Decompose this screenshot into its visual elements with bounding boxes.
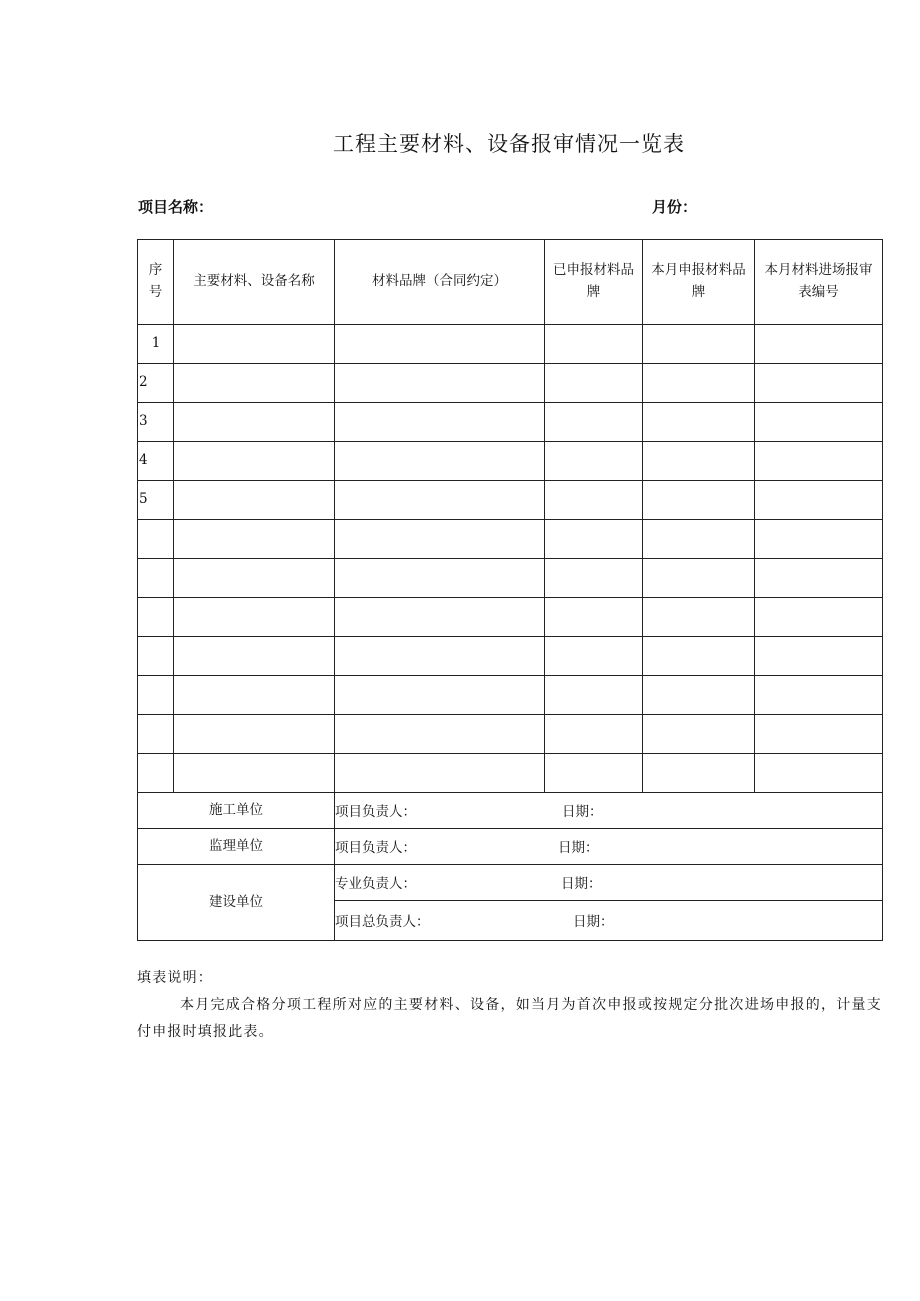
construction-signoff-cell[interactable] [335,793,883,829]
header-month-brand: 本月申报材料品 牌 [643,240,755,325]
row-number [138,598,174,637]
declared-brand-cell[interactable] [545,754,643,793]
materials-table [137,239,883,941]
month-brand-cell[interactable] [643,403,755,442]
header-contract-brand: 材料品牌（合同约定） [335,240,545,325]
supervision-person-label: 项目负责人： [335,840,416,856]
table-row [138,754,883,793]
table-row [138,715,883,754]
table-row [138,481,883,520]
contract-brand-cell[interactable] [335,520,545,559]
declared-brand-cell[interactable] [545,715,643,754]
row-number: 5 [138,481,174,520]
row-number [138,715,174,754]
owner-chief-date-label: 日期： [573,914,614,930]
owner-specialist-date-label: 日期： [561,876,602,892]
entry-form-no-cell[interactable] [755,442,883,481]
row-number: 2 [138,364,174,403]
declared-brand-cell[interactable] [545,364,643,403]
construction-unit-label: 施工单位 [138,793,335,829]
table-row [138,676,883,715]
declared-brand-cell[interactable] [545,442,643,481]
entry-form-no-cell[interactable] [755,715,883,754]
row-number [138,637,174,676]
entry-form-no-cell[interactable] [755,637,883,676]
signoff-supervision-row [138,829,883,865]
fill-instructions [137,965,882,1046]
month-brand-cell[interactable] [643,637,755,676]
table-row [138,637,883,676]
month-brand-cell[interactable] [643,598,755,637]
row-number: 4 [138,442,174,481]
supervision-signoff-cell[interactable] [335,829,883,865]
table-row [138,442,883,481]
table-row [138,403,883,442]
table-row [138,520,883,559]
contract-brand-cell[interactable] [335,403,545,442]
month-brand-cell[interactable] [643,442,755,481]
material-name-cell[interactable] [174,637,335,676]
entry-form-no-cell[interactable] [755,325,883,364]
month-brand-cell[interactable] [643,715,755,754]
material-name-cell[interactable] [174,676,335,715]
owner-specialist-signoff-cell[interactable] [335,865,883,901]
header-row [138,240,883,325]
declared-brand-cell[interactable] [545,676,643,715]
signoff-owner-row-1 [138,865,883,901]
owner-chief-person-label: 项目总负责人： [335,914,430,930]
month-brand-cell[interactable] [643,754,755,793]
declared-brand-cell[interactable] [545,403,643,442]
contract-brand-cell[interactable] [335,325,545,364]
table-row [138,559,883,598]
construction-person-label: 项目负责人： [335,804,416,820]
row-number [138,520,174,559]
table-row [138,598,883,637]
table-row [138,325,883,364]
entry-form-no-cell[interactable] [755,364,883,403]
month-brand-cell[interactable] [643,676,755,715]
declared-brand-cell[interactable] [545,481,643,520]
row-number [138,559,174,598]
declared-brand-cell[interactable] [545,325,643,364]
header-material-name: 主要材料、设备名称 [174,240,335,325]
row-number [138,676,174,715]
project-name-label: 项目名称： [138,198,214,216]
material-name-cell[interactable] [174,559,335,598]
entry-form-no-cell[interactable] [755,403,883,442]
supervision-unit-label: 监理单位 [138,829,335,865]
contract-brand-cell[interactable] [335,637,545,676]
month-brand-cell[interactable] [643,364,755,403]
declared-brand-cell[interactable] [545,637,643,676]
declared-brand-cell[interactable] [545,559,643,598]
material-name-cell[interactable] [174,520,335,559]
owner-specialist-person-label: 专业负责人： [335,876,416,892]
contract-brand-cell[interactable] [335,676,545,715]
contract-brand-cell[interactable] [335,715,545,754]
owner-chief-signoff-cell[interactable] [335,901,883,941]
supervision-date-label: 日期： [558,840,599,856]
material-name-cell[interactable] [174,715,335,754]
header-entry-form-no: 本月材料进场报审 表编号 [755,240,883,325]
material-name-cell[interactable] [174,403,335,442]
entry-form-no-cell[interactable] [755,481,883,520]
declared-brand-cell[interactable] [545,520,643,559]
month-brand-cell[interactable] [643,325,755,364]
instructions-heading: 填表说明： [137,970,213,986]
material-name-cell[interactable] [174,325,335,364]
month-brand-cell[interactable] [643,481,755,520]
construction-date-label: 日期： [562,804,603,820]
contract-brand-cell[interactable] [335,364,545,403]
header-seq: 序 号 [138,240,174,325]
entry-form-no-cell[interactable] [755,559,883,598]
material-name-cell[interactable] [174,754,335,793]
header-declared-brand: 已申报材料品 牌 [545,240,643,325]
entry-form-no-cell[interactable] [755,520,883,559]
material-name-cell[interactable] [174,364,335,403]
month-label: 月份： [652,198,698,216]
contract-brand-cell[interactable] [335,559,545,598]
material-name-cell[interactable] [174,481,335,520]
signoff-construction-row [138,793,883,829]
contract-brand-cell[interactable] [335,442,545,481]
data-rows [138,325,883,793]
row-number [138,754,174,793]
row-number: 1 [138,325,174,364]
table-row [138,364,883,403]
entry-form-no-cell[interactable] [755,676,883,715]
instructions-body: 本月完成合格分项工程所对应的主要材料、设备，如当月为首次申报或按规定分批次进场申报的，计量支付申报时填报此表。 [137,997,882,1040]
owner-unit-label: 建设单位 [138,865,335,941]
declared-brand-cell[interactable] [545,598,643,637]
month-brand-cell[interactable] [643,520,755,559]
material-name-cell[interactable] [174,442,335,481]
month-brand-cell[interactable] [643,559,755,598]
contract-brand-cell[interactable] [335,481,545,520]
entry-form-no-cell[interactable] [755,598,883,637]
contract-brand-cell[interactable] [335,754,545,793]
contract-brand-cell[interactable] [335,598,545,637]
form-title: 工程主要材料、设备报审情况一览表 [333,132,685,156]
material-name-cell[interactable] [174,598,335,637]
entry-form-no-cell[interactable] [755,754,883,793]
row-number: 3 [138,403,174,442]
